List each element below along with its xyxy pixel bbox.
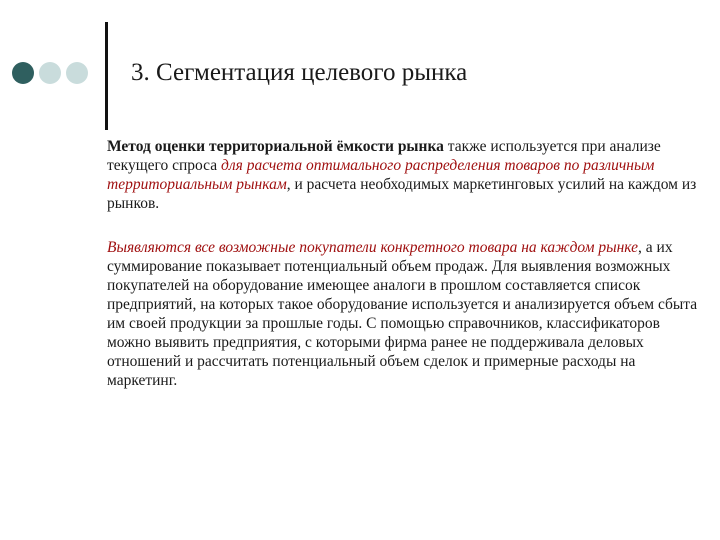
- dark-dot-icon: [12, 62, 34, 84]
- decorative-dots: [12, 62, 92, 86]
- light-dot-icon: [66, 62, 88, 84]
- title-divider: [105, 22, 108, 130]
- paragraph-2-text: , а их суммирование показывает потенциальный объем продаж. Для выявления возможных покупателей на оборудование имеющее аналоги в прошлом составляется список предприятий, на которых такое оборудование используется и анализируется объем сбыта им своей продукции за прошлые годы. С помощью справочников, классификаторов можно выявить предприятия, с которыми фирма ранее не поддерживала деловых отношений и рассчитать потенциальный объем сделок и примерные расходы на маркетинг.: [107, 239, 698, 389]
- paragraph-2: [107, 238, 703, 390]
- slide-title: 3. Сегментация целевого рынка: [131, 59, 468, 86]
- paragraph-1-text-a: также используется при анализе текущего спроса: [107, 138, 661, 174]
- light-dot-icon: [39, 62, 61, 84]
- paragraph-1: [107, 137, 703, 213]
- paragraph-2-accent-text: Выявляются все возможные покупатели конкретного товара на каждом рынке: [107, 239, 639, 256]
- paragraph-1-accent-text: для расчета оптимального распределения товаров по различным территориальным рынкам: [107, 157, 655, 193]
- bold-lead-text: Метод оценки территориальной ёмкости рынка: [107, 138, 444, 155]
- paragraph-1-text-b: , и расчета необходимых маркетинговых усилий на каждом из рынков.: [107, 176, 697, 212]
